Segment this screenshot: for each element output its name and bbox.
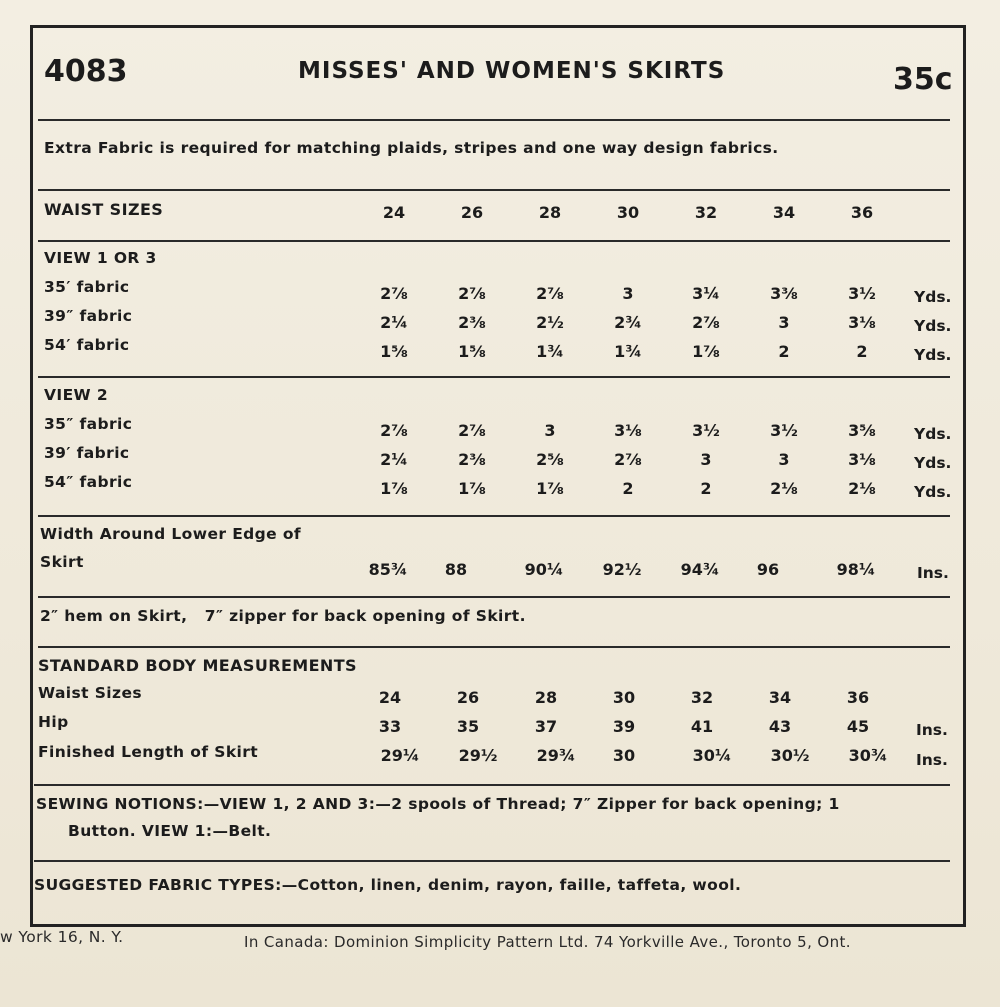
yardage-cell: 2¼ — [380, 313, 408, 332]
yardage-cell: 2⅜ — [458, 313, 486, 332]
yardage-cell: 2⅞ — [458, 421, 486, 440]
divider — [34, 860, 950, 862]
sewing-notions-line1: SEWING NOTIONS:—VIEW 1, 2 AND 3:—2 spools of Thread; 7″ Zipper for back opening; 1 — [36, 795, 840, 813]
footer-address-left: w York 16, N. Y. — [0, 928, 124, 946]
width-cell: 92½ — [602, 560, 642, 579]
waist-size-cell: 32 — [694, 203, 718, 222]
body-cell: 33 — [378, 717, 402, 736]
unit-label: Yds. — [914, 288, 952, 306]
row-label: 54″ fabric — [44, 473, 133, 491]
yardage-cell: 1⅞ — [536, 479, 564, 498]
yardage-cell: 2½ — [536, 313, 564, 332]
yardage-cell: 2⅞ — [458, 284, 486, 303]
row-label: 35′ fabric — [44, 278, 130, 296]
body-cell: 32 — [690, 688, 714, 707]
yardage-cell: 1⅝ — [458, 342, 486, 361]
yardage-cell: 3½ — [692, 421, 720, 440]
waist-size-cell: 28 — [538, 203, 562, 222]
waist-size-cell: 24 — [382, 203, 406, 222]
width-cell: 94¾ — [680, 560, 720, 579]
pattern-number: 4083 — [44, 54, 128, 89]
body-cell: 30 — [612, 688, 636, 707]
yardage-cell: 3⅝ — [848, 421, 876, 440]
yardage-cell: 1⅞ — [458, 479, 486, 498]
divider — [38, 596, 950, 598]
body-cell: 37 — [534, 717, 558, 736]
divider — [38, 515, 950, 517]
body-cell: 36 — [846, 688, 870, 707]
yardage-cell: 3⅜ — [770, 284, 798, 303]
row-label: 39″ fabric — [44, 307, 133, 325]
yardage-cell: 3 — [778, 313, 790, 332]
yardage-cell: 3⅛ — [848, 450, 876, 469]
body-cell: 45 — [846, 717, 870, 736]
width-label-line2: Skirt — [40, 553, 84, 571]
suggested-fabric-types: SUGGESTED FABRIC TYPES:—Cotton, linen, denim, rayon, faille, taffeta, wool. — [34, 876, 742, 894]
page-title: MISSES' AND WOMEN'S SKIRTS — [298, 58, 726, 84]
yardage-cell: 3 — [622, 284, 634, 303]
divider — [34, 784, 950, 786]
yardage-cell: 3⅛ — [848, 313, 876, 332]
unit-label: Yds. — [914, 454, 952, 472]
body-measurements-title: STANDARD BODY MEASUREMENTS — [38, 656, 357, 675]
width-label-line1: Width Around Lower Edge of — [40, 525, 302, 543]
yardage-cell: 2 — [700, 479, 712, 498]
waist-size-cell: 30 — [616, 203, 640, 222]
yardage-cell: 1⅞ — [380, 479, 408, 498]
body-cell: 24 — [378, 688, 402, 707]
width-cell: 85¾ — [368, 560, 408, 579]
footer-address-canada: In Canada: Dominion Simplicity Pattern Ltd. 74 Yorkville Ave., Toronto 5, Ont. — [244, 933, 851, 951]
row-label: Finished Length of Skirt — [38, 743, 259, 761]
waist-size-cell: 34 — [772, 203, 796, 222]
width-cell: 96 — [756, 560, 780, 579]
yardage-cell: 2⅜ — [458, 450, 486, 469]
body-cell: 29¼ — [380, 746, 420, 765]
yardage-cell: 2 — [856, 342, 868, 361]
body-cell: 35 — [456, 717, 480, 736]
row-label: 35″ fabric — [44, 415, 133, 433]
unit-label: Yds. — [914, 346, 952, 364]
unit-label: Yds. — [914, 317, 952, 335]
unit-label: Yds. — [914, 425, 952, 443]
body-cell: 28 — [534, 688, 558, 707]
yardage-cell: 1¾ — [614, 342, 642, 361]
width-cell: 88 — [444, 560, 468, 579]
yardage-cell: 3⅛ — [614, 421, 642, 440]
view-1-3-label: VIEW 1 OR 3 — [44, 249, 157, 267]
price: 35c — [893, 62, 953, 97]
waist-size-cell: 36 — [850, 203, 874, 222]
unit-label: Ins. — [917, 564, 949, 582]
yardage-cell: 3¼ — [692, 284, 720, 303]
waist-size-cell: 26 — [460, 203, 484, 222]
table-frame — [30, 25, 966, 927]
yardage-cell: 2⅞ — [380, 421, 408, 440]
extra-fabric-note: Extra Fabric is required for matching plaids, stripes and one way design fabrics. — [44, 139, 779, 157]
yardage-cell: 2 — [778, 342, 790, 361]
divider — [38, 376, 950, 378]
yardage-cell: 2⅞ — [614, 450, 642, 469]
body-cell: 30½ — [770, 746, 810, 765]
body-cell: 30¾ — [848, 746, 888, 765]
yardage-cell: 1⅝ — [380, 342, 408, 361]
body-cell: 30¼ — [692, 746, 732, 765]
body-cell: 29¾ — [536, 746, 576, 765]
yardage-cell: 3 — [700, 450, 712, 469]
yardage-cell: 2⅞ — [692, 313, 720, 332]
yardage-cell: 1¾ — [536, 342, 564, 361]
hem-zipper-note: 2″ hem on Skirt, 7″ zipper for back opening of Skirt. — [40, 607, 526, 625]
yardage-cell: 2¾ — [614, 313, 642, 332]
divider — [38, 119, 950, 121]
body-cell: 39 — [612, 717, 636, 736]
yardage-cell: 1⅞ — [692, 342, 720, 361]
yardage-cell: 2⅝ — [536, 450, 564, 469]
yardage-cell: 2⅛ — [848, 479, 876, 498]
yardage-cell: 3 — [778, 450, 790, 469]
unit-label: Yds. — [914, 483, 952, 501]
width-cell: 98¼ — [836, 560, 876, 579]
body-cell: 29½ — [458, 746, 498, 765]
body-cell: 26 — [456, 688, 480, 707]
unit-label: Ins. — [916, 721, 948, 739]
row-label: Hip — [38, 713, 69, 731]
row-label: 54′ fabric — [44, 336, 130, 354]
unit-label: Ins. — [916, 751, 948, 769]
sewing-notions-line2: Button. VIEW 1:—Belt. — [68, 822, 272, 840]
yardage-cell: 2⅞ — [536, 284, 564, 303]
yardage-cell: 2⅛ — [770, 479, 798, 498]
yardage-cell: 2¼ — [380, 450, 408, 469]
body-cell: 41 — [690, 717, 714, 736]
yardage-cell: 3 — [544, 421, 556, 440]
body-cell: 30 — [612, 746, 636, 765]
yardage-cell: 3½ — [848, 284, 876, 303]
divider — [38, 240, 950, 242]
body-cell: 43 — [768, 717, 792, 736]
divider — [38, 189, 950, 191]
row-label: Waist Sizes — [38, 684, 142, 702]
waist-sizes-label: WAIST SIZES — [44, 200, 164, 219]
width-cell: 90¼ — [524, 560, 564, 579]
row-label: 39′ fabric — [44, 444, 130, 462]
yardage-cell: 2⅞ — [380, 284, 408, 303]
divider — [38, 646, 950, 648]
yardage-cell: 3½ — [770, 421, 798, 440]
view-2-label: VIEW 2 — [44, 386, 109, 404]
yardage-cell: 2 — [622, 479, 634, 498]
body-cell: 34 — [768, 688, 792, 707]
